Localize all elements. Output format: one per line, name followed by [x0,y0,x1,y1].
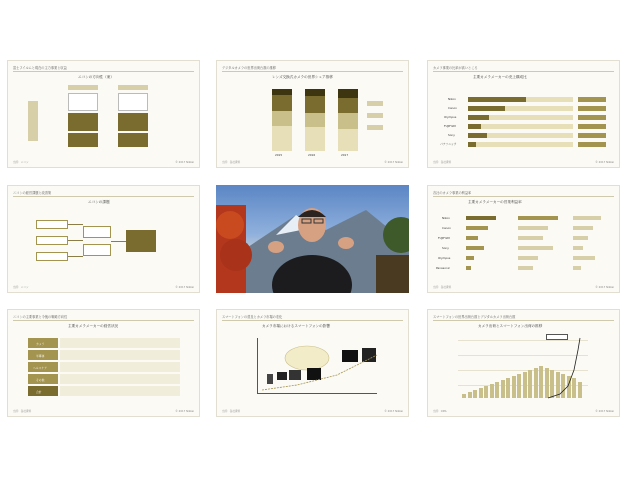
flow-box-result [126,230,156,252]
market-diagram [217,310,409,417]
hbar [466,236,478,240]
table-row-content [60,338,180,348]
row-label: FUJIFILM [444,124,456,128]
slide-subtitle: ニコンの課題 [88,200,110,204]
slide-title: 各社のカメラ事業の利益率 [433,191,472,195]
slide-thumbnail-1[interactable] [7,60,200,168]
cell-box [68,93,98,111]
divider [433,71,614,72]
row-label: Nikon [448,97,456,101]
stacked-bar [338,89,358,151]
right-tag [578,133,606,138]
trend-line [428,310,620,417]
slide-footer: 出所：各社資料 [433,286,452,289]
slide-subtitle: ニコンの方向性（案） [78,75,114,79]
label-box [118,85,148,90]
flow-box [83,226,111,238]
row-label: Canon [448,106,457,110]
slide-copyright: © 2017 Nikkei [175,410,194,413]
slide-subtitle: 主要カメラメーカーの経営状況 [68,324,119,328]
slide-thumbnail-4[interactable] [7,185,200,293]
row-label: パナソニック [440,142,457,146]
legend-item [367,113,383,118]
row-label: FUJIFILM [438,236,450,240]
cell-box [118,113,148,131]
divider [13,196,194,197]
hbar [518,256,538,260]
slide-title: スマートフォンの普及とカメラ市場の変化 [222,315,283,319]
connector [111,241,126,242]
row-label: Nikon [442,216,450,220]
slide-copyright: © 2017 Nikkei [595,286,614,289]
row-label: 合計 [36,390,42,394]
right-tag [578,124,606,129]
legend-item [367,101,383,106]
hbar [573,216,601,220]
slide-subtitle: 主要カメラメーカーの売上構成比 [473,75,527,79]
slide-footer: 出所：各社資料 [222,161,241,164]
slide-footer: 出所：各社資料 [433,161,452,164]
slide-title: ニコンの経営課題と改善策 [13,191,52,195]
slide-title: デジタルカメラの世界出荷台数の推移 [222,66,276,70]
hbar [466,246,484,250]
slide-footer: 出所：ニコン [13,161,29,164]
slide-title: 富士フイルムと現在の主力事業と収益 [13,66,67,70]
slide-subtitle: カメラ市場におけるスマートフォンの影響 [262,324,330,328]
slide-title: カメラ事業の比率が高いところ [433,66,478,70]
divider [222,71,403,72]
hbar [466,226,488,230]
cell-box [68,113,98,131]
right-tag [578,142,606,147]
slide-subtitle: カメラ出荷とスマートフォン出荷の推移 [478,324,543,328]
slide-subtitle: レンズ交換式カメラの世界シェア推移 [272,75,333,79]
hbar [573,236,588,240]
table-row-header [28,386,58,396]
slide-footer: 出所：CIPA [433,410,447,413]
hbar [518,246,553,250]
hbar-row [468,106,573,111]
hbar [466,256,474,260]
cell-box [118,93,148,111]
hbar [573,266,581,270]
legend-item [367,125,383,130]
row-label: その他 [36,378,45,382]
flow-box [36,220,68,229]
hbar [573,226,593,230]
flow-box [36,236,68,245]
label-box [68,85,98,90]
slide-thumbnail-9[interactable] [427,309,620,417]
right-tag [578,115,606,120]
right-tag [578,106,606,111]
slide-copyright: © 2017 Nikkei [595,161,614,164]
slide-title: スマートフォンの世界出荷台数とデジタルカメラ出荷台数 [433,315,516,319]
slide-footer: 出所：各社資料 [13,410,32,413]
connector [68,224,83,225]
connector [68,240,83,241]
hbar-row [468,115,573,120]
slide-thumbnail-8[interactable] [216,309,409,417]
video-frame [216,185,409,293]
table-row-content [60,362,180,372]
row-label: カメラ [36,342,45,346]
table-row-content [60,386,180,396]
slide-copyright: © 2017 Nikkei [175,161,194,164]
row-label: ヘルスケア [33,366,47,370]
slide-copyright: © 2017 Nikkei [384,410,403,413]
hbar [573,256,595,260]
hbar [518,266,533,270]
annotation-box [546,334,568,340]
stacked-bar [272,89,292,151]
slide-thumbnail-7[interactable] [7,309,200,417]
row-label: Canon [442,226,451,230]
stacked-bar [305,89,325,151]
slide-copyright: © 2017 Nikkei [595,410,614,413]
x-tick: 2015 [275,153,283,157]
side-label [28,101,38,141]
hbar [466,216,496,220]
cell-box [118,133,148,147]
slide-footer: 出所：各社資料 [222,410,241,413]
table-row-content [60,350,180,360]
slide-thumbnail-2[interactable] [216,60,409,168]
hbar-row [468,97,573,102]
slide-copyright: © 2017 Nikkei [175,286,194,289]
table-row-content [60,374,180,384]
slide-subtitle: 主要カメラメーカーの営業利益率 [468,200,522,204]
flow-box [83,244,111,256]
hbar [466,266,471,270]
hbar [573,246,583,250]
hbar [518,226,548,230]
hbar-row [468,133,573,138]
hbar [518,236,543,240]
x-tick: 2017 [341,153,349,157]
hbar [518,216,558,220]
right-tag [578,97,606,102]
slide-title: ニコンの主要事業と今後の戦略方向性 [13,315,68,319]
hbar-row [468,142,573,147]
divider [433,196,614,197]
divider [13,71,194,72]
flow-box [36,252,68,261]
row-label: Sony [442,246,449,250]
slide-thumbnail-3[interactable] [427,60,620,168]
row-label: Panasonic [436,266,451,270]
row-label: 半導体 [36,354,45,358]
divider [13,320,194,321]
row-label: Olympus [438,256,451,260]
cell-box [68,133,98,147]
hbar-row [468,124,573,129]
row-label: Olympus [444,115,457,119]
row-label: Sony [448,133,455,137]
slide-copyright: © 2017 Nikkei [384,161,403,164]
slide-thumbnail-6[interactable] [427,185,620,293]
x-tick: 2016 [308,153,316,157]
connector [68,256,83,257]
slide-footer: 出所：ニコン [13,286,29,289]
presenter-video[interactable] [216,185,409,293]
